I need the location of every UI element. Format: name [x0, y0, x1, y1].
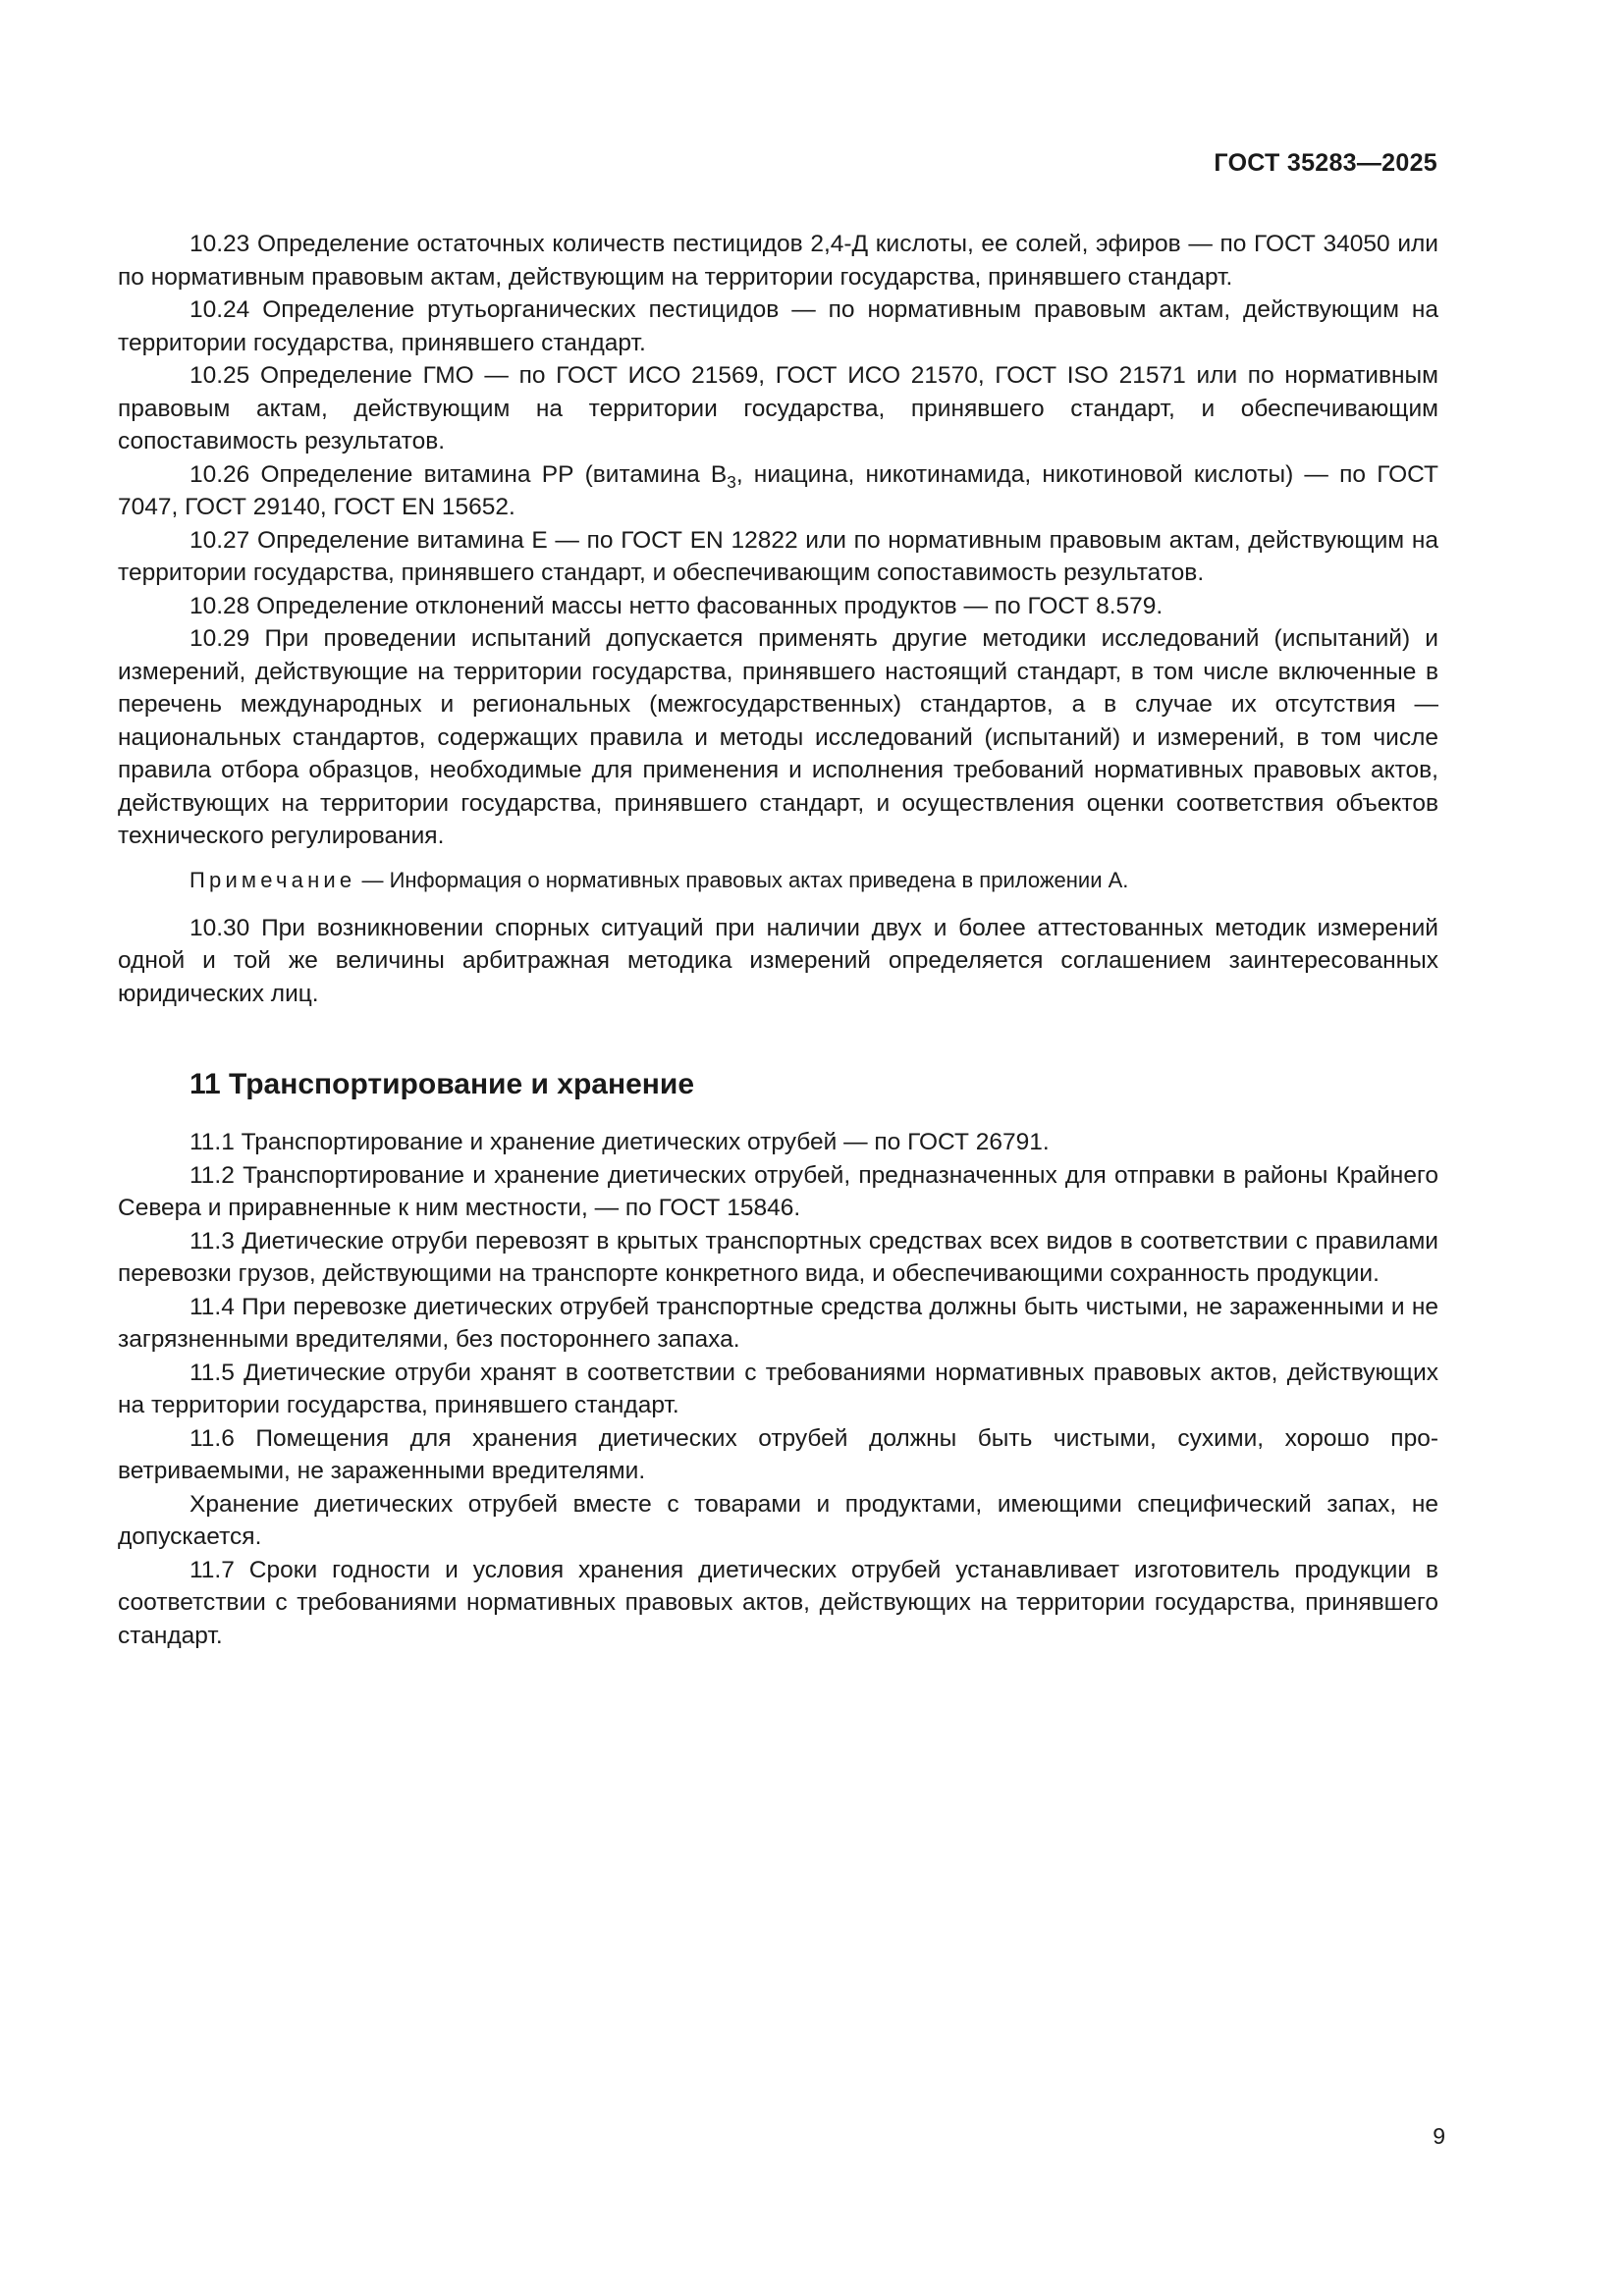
paragraph-11-4: 11.4 При перевозке диетических отрубей транспортные средства должны быть чистыми, не зараженными и не загрязненными вредителями, без постороннего запаха. — [118, 1293, 1438, 1353]
paragraph-10-27: 10.27 Определение витамина Е — по ГОСТ EN 12822 или по нормативным правовым актам, действующим на территории государства, принявшего стандарт, и обеспечивающим сопоставимость результатов. — [118, 526, 1438, 586]
note-label: Примечание — [189, 867, 356, 892]
page-number: 9 — [1433, 2123, 1445, 2149]
paragraph-11-5: 11.5 Диетические отруби хранят в соответствии с требованиями нормативных правовых актов, действующих на территории государства, принявшего стандарт. — [118, 1359, 1438, 1418]
page-content — [118, 228, 1438, 1652]
paragraph-10-26-start: 10.26 Определение витамина РР (витамина В — [189, 460, 728, 488]
paragraph-11-1: 11.1 Транспортирование и хранение диетических отрубей — по ГОСТ 26791. — [189, 1129, 1050, 1155]
paragraph-11-6: 11.6 Помещения для хранения диетических отрубей должны быть чистыми, сухими, хорошо проветриваемыми, не зараженными вредителями. — [118, 1424, 1438, 1484]
paragraph-10-26 — [118, 458, 1438, 524]
paragraph-11-7: 11.7 Сроки годности и условия хранения диетических отрубей устанавливает изготовитель продукции в соответствии с требованиями нормативных правовых актов, действующих на территории государства, принявшего стандарт. — [118, 1556, 1438, 1649]
paragraph-10-30: 10.30 При возникновении спорных ситуаций при наличии двух и более аттестованных методик измерений одной и той же величины арбитражная методика измерений определяется соглашением заинтересованных юридических лиц. — [118, 914, 1438, 1007]
paragraph-10-26-end: , ниацина, никотинамида, никотиновой кислоты) — по ГОСТ 7047, ГОСТ 29140, ГОСТ EN 15652. — [118, 460, 1438, 520]
paragraph-10-24: 10.24 Определение ртутьорганических пестицидов — по нормативным правовым актам, действующим на территории государства, принявшего стандарт. — [118, 296, 1438, 356]
paragraph-10-23: 10.23 Определение остаточных количеств пестицидов 2,4-Д кислоты, ее солей, эфиров — по ГОСТ 34050 или по нормативным правовым актам, действующим на территории государства, принявшего стандарт. — [118, 231, 1438, 291]
paragraph-10-29: 10.29 При проведении испытаний допускается применять другие методики исследований (испытаний) и измерений, действующие на территории государства, принявшего настоящий стандарт, в том числе включенные в перечень международных и региональных (межгосударственных) стандартов, а в случае их отсутствия — национальных стандартов, содержащих правила и методы исследований (испытаний) и измерений, в том числе правила отбора образцов, необходимые для применения и исполнения требований нормативных правовых актов, действующих на территории государства, принявшего стандарт, и осуществления оценки соответствия объектов технического регулирования. — [118, 625, 1438, 849]
paragraph-11-2: 11.2 Транспортирование и хранение диетических отрубей, предназначенных для отправки в районы Крайнего Севера и приравненные к ним местности, — по ГОСТ 15846. — [118, 1161, 1438, 1221]
paragraph-11-6-storage: Хранение диетических отрубей вместе с товарами и продуктами, имеющими специфический запах, не допускается. — [118, 1490, 1438, 1550]
note-text: — Информация о нормативных правовых актах приведена в приложении А. — [355, 867, 1129, 892]
paragraph-11-3: 11.3 Диетические отруби перевозят в крытых транспортных средствах всех видов в соответствии с правилами перевозки грузов, действующими на транспорте конкретного вида, и обеспечивающими сохранность продукции. — [118, 1227, 1438, 1287]
section-11-heading: 11 Транспортирование и хранение — [189, 1068, 695, 1100]
standard-number-header: ГОСТ 35283—2025 — [1214, 149, 1437, 177]
paragraph-10-28: 10.28 Определение отклонений массы нетто фасованных продуктов — по ГОСТ 8.579. — [189, 592, 1164, 619]
note — [118, 866, 1438, 895]
paragraph-10-25: 10.25 Определение ГМО — по ГОСТ ИСО 21569, ГОСТ ИСО 21570, ГОСТ ISO 21571 или по нормативным правовым актам, действующим на территории государства, принявшего стандарт, и обеспечивающим сопоставимость результатов. — [118, 362, 1438, 454]
vitamin-b3-subscript: 3 — [727, 471, 736, 492]
